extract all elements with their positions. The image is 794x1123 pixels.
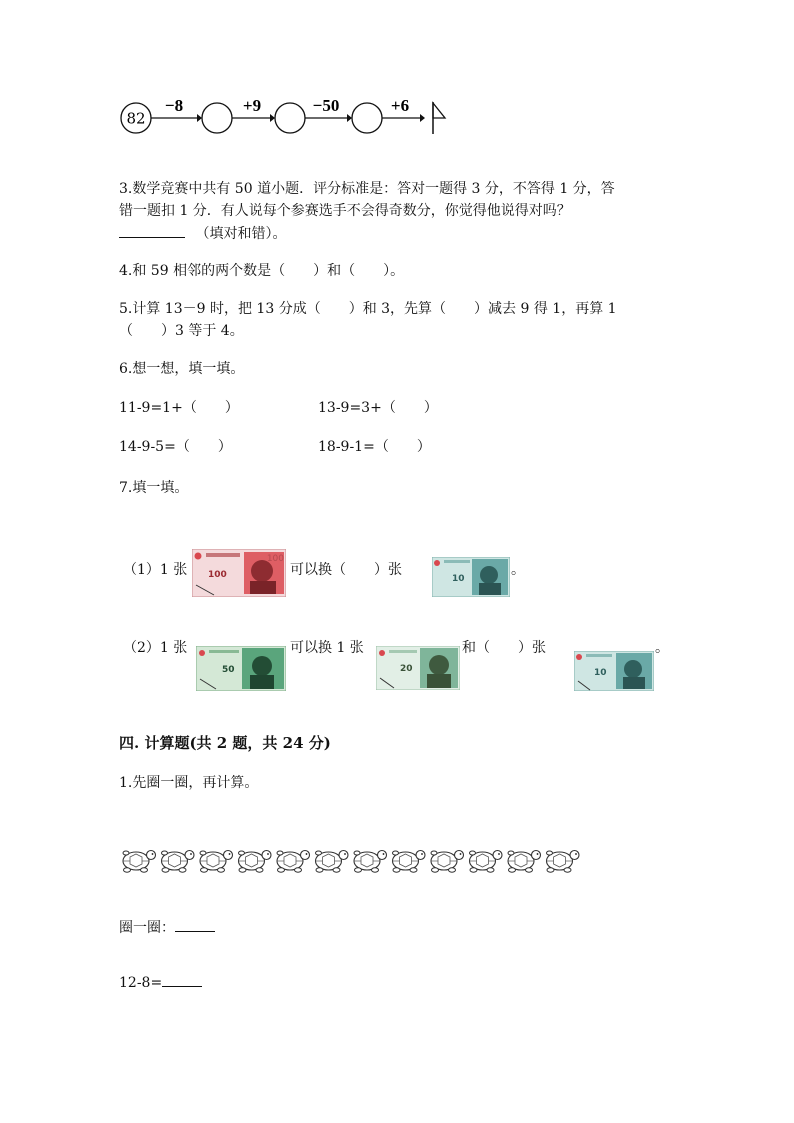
banknote-10-image-row1 xyxy=(432,557,510,597)
q7-row1-mid: 可以换（ ）张 xyxy=(290,562,402,578)
q6-item-2: 13-9=3+（ ） xyxy=(318,400,438,416)
chain-op-4: +6 xyxy=(390,96,410,115)
q7-row2-mid: 可以换 1 张 xyxy=(290,640,364,656)
turtle-icon xyxy=(470,851,503,873)
q5-line-1: 5.计算 13－9 时，把 13 分成（ ）和 3，先算（ ）减去 9 得 1，再算 1 xyxy=(119,301,617,317)
q7-row1-label: （1）1 张 xyxy=(123,562,188,578)
chain-arrow-2 xyxy=(232,114,275,122)
flag-icon xyxy=(433,102,445,134)
equation-answer-blank[interactable] xyxy=(162,972,202,987)
banknote-10-value-row1: 10 xyxy=(452,574,465,584)
q6-title: 6.想一想，填一填。 xyxy=(119,361,245,377)
turtle-icon xyxy=(239,851,272,873)
turtle-icon xyxy=(162,851,195,873)
banknote-100-corner-value: 100 xyxy=(266,554,284,564)
q3-answer-blank[interactable] xyxy=(119,223,185,238)
chain-blank-circle-1 xyxy=(202,103,232,133)
chain-start-number: 82 xyxy=(126,109,146,128)
q6-item-3: 14-9-5=（ ） xyxy=(119,439,232,455)
q3-instruction: （填对和错）。 xyxy=(195,226,287,242)
chain-arrow-3 xyxy=(305,114,352,122)
turtle-icon xyxy=(277,851,310,873)
chain-op-2: +9 xyxy=(242,96,262,115)
turtle-icon xyxy=(200,851,233,873)
chain-arrow-1 xyxy=(151,114,202,122)
chain-blank-circle-2 xyxy=(275,103,305,133)
q7-row2-end: 。 xyxy=(655,640,669,656)
banknote-50-value: 50 xyxy=(222,665,235,675)
chain-arrow-4 xyxy=(382,114,425,122)
circle-answer-line xyxy=(119,917,215,938)
q6-item-1: 11-9=1+（ ） xyxy=(119,400,239,416)
chain-op-3: −50 xyxy=(312,96,340,115)
turtle-icon xyxy=(123,851,156,873)
q7-row2-mid2: 和（ ）张 xyxy=(462,640,546,656)
banknote-100-value: 100 xyxy=(208,570,227,580)
turtle-icon xyxy=(431,851,464,873)
banknote-10-image-row2 xyxy=(574,651,654,691)
turtle-icon xyxy=(547,851,580,873)
number-chain xyxy=(118,94,458,140)
banknote-20-value: 20 xyxy=(400,664,413,674)
banknote-10-value-row2: 10 xyxy=(594,668,607,678)
banknote-20-image xyxy=(376,646,460,690)
chain-op-1: −8 xyxy=(164,96,184,115)
banknote-50-image xyxy=(196,646,286,691)
q3-line-1: 3.数学竞赛中共有 50 道小题．评分标准是：答对一题得 3 分，不答得 1 分，答 xyxy=(119,181,615,197)
q7-row1-end: 。 xyxy=(511,562,525,578)
turtle-icon xyxy=(316,851,349,873)
q7-row2-label: （2）1 张 xyxy=(123,640,188,656)
equation-answer-line xyxy=(119,972,202,993)
chain-blank-circle-3 xyxy=(352,103,382,133)
q5-line-2: （ ）3 等于 4。 xyxy=(119,323,244,339)
q7-title: 7.填一填。 xyxy=(119,480,189,496)
q3-line-3 xyxy=(119,223,286,244)
section-4-q1: 1.先圈一圈，再计算。 xyxy=(119,775,259,791)
turtle-icon xyxy=(354,851,387,873)
q4-text: 4.和 59 相邻的两个数是（ ）和（ ）。 xyxy=(119,263,405,279)
turtle-icon xyxy=(393,851,426,873)
circle-label: 圈一圈： xyxy=(119,920,175,936)
turtle-icon xyxy=(508,851,541,873)
banknote-100-image xyxy=(192,549,286,597)
section-4-title: 四. 计算题(共 2 题，共 24 分) xyxy=(119,734,331,752)
circle-answer-blank[interactable] xyxy=(175,917,215,932)
q3-line-2: 错一题扣 1 分．有人说每个参赛选手不会得奇数分，你觉得他说得对吗？ xyxy=(119,203,571,219)
equation-text: 12-8= xyxy=(119,975,163,991)
q6-item-4: 18-9-1=（ ） xyxy=(318,439,431,455)
turtle-row xyxy=(118,842,582,876)
